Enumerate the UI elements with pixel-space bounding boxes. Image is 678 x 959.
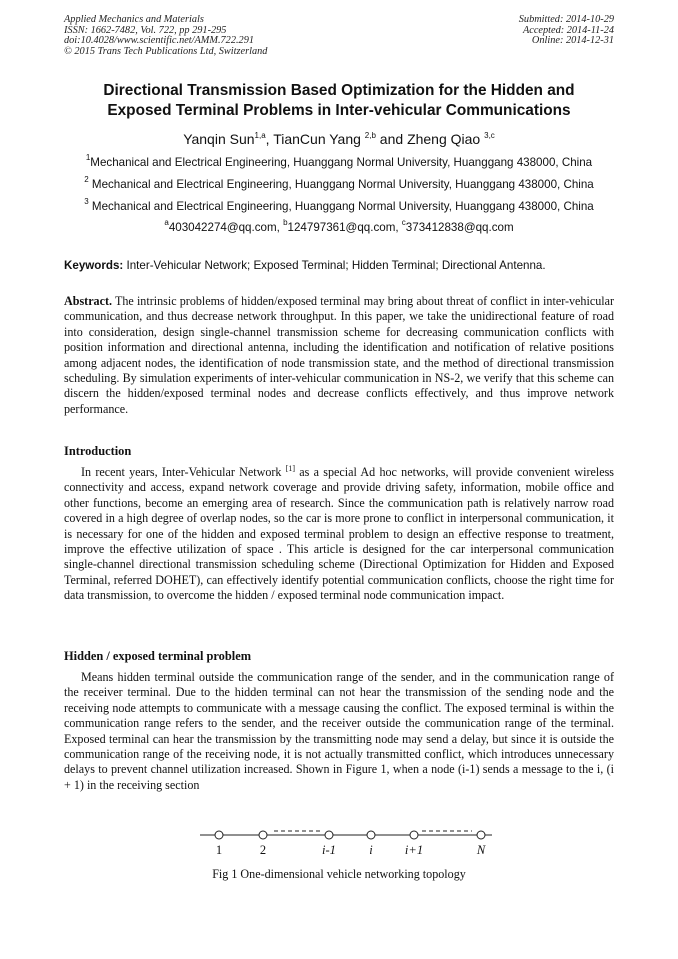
abstract-text: The intrinsic problems of hidden/exposed terminal may bring about threat of conflict in inter-vehicular communication, and thus decrease network throughput. In this paper, we take the unidirectional feature of road into consideration, design single-channel transmission scheme for decreasing communication conflicts with position information and directional antenna, including the identification and notification of relative positions among adjacent nodes, the identification of node transmission state, and the method of directional transmission scheduling. By simulation experiments of inter-vehicular communication in NS-2, we verify that this scheme can discern the hidden/exposed terminal nodes and decrease conflicts effectively, and thus improve network performance. (64, 294, 614, 416)
submitted-date: Submitted: 2014-10-29 (518, 14, 614, 25)
author-sup: 1,a (254, 131, 266, 140)
keywords (64, 259, 614, 273)
intro-text-after: as a special Ad hoc networks, will provide convenient wireless connectivity and access, expand network coverage and provide driving safety, information, mobile office and other functions, become an emerging area of research. Since the communication path is relatively narrow road covered in a high degree of overlap nodes, so the car is more prone to conflict in interpersonal communication, it is necessary for one of the hidden and exposed terminal problem to design an effective response to treatment, improve the effective utilization of space . This article is designed for the car interpersonal communication single-channel directional transmission scheduling scheme (Directional Optimization for Hidden and Exposed Terminal, referred DOHET), can effectively identify potential communication conflicts, choose the right time for data transmission, to overcome the hidden / exposed terminal node communication impact. (64, 465, 614, 603)
affiliation-3 (64, 197, 614, 214)
online-date: Online: 2014-12-31 (531, 35, 614, 47)
author-list (64, 130, 614, 148)
title-line-2: Exposed Terminal Problems in Inter-vehicular Communications (107, 101, 571, 119)
hidden-exposed-heading: Hidden / exposed terminal problem (64, 649, 252, 663)
abstract (64, 294, 614, 417)
title-line-1: Directional Transmission Based Optimization for the Hidden and (103, 82, 575, 99)
node-label: 1 (215, 843, 223, 857)
node-label: i (369, 843, 373, 857)
affiliation-text: Mechanical and Electrical Engineering, Huanggang Normal University, Huanggang 438000, China (90, 156, 593, 169)
citation-ref[interactable]: [1] (285, 464, 296, 473)
email-text[interactable]: 373412838@qq.com (405, 221, 514, 234)
affiliation-sup: 2 (84, 175, 89, 184)
hidden-exposed-paragraph: Means hidden terminal outside the communication range of the sender, and in the communication range of the receiver terminal. Due to the hidden terminal can not hear the transmission of the sending node and the receiving node attempts to communicate with a message causing the conflict. The exposed terminal is within the communication range refers to the sender, and the receiver outside the communication range of the terminal. Exposed terminal can hear the transmission by the transmitting node may send a delay, but since it is outside the communication range of the receiving node, it is not actually transmitted conflict, which introduces unnecessary delays to prevent channel utilization increased. Shown in Figure 1, when a node (i-1) sends a message to the i, (i + 1) in the receiving section (64, 670, 614, 792)
author-name: Yanqin Sun (183, 131, 255, 147)
author-emails (64, 218, 614, 235)
author-separator: and (375, 131, 408, 147)
keywords-text: Inter-Vehicular Network; Exposed Terminal; Hidden Terminal; Directional Antenna. (123, 259, 546, 272)
author-sup: 3,c (484, 131, 495, 140)
email-sup: b (283, 218, 288, 227)
accepted-date: Accepted: 2014-11-24 (522, 24, 614, 36)
node-circle (215, 831, 223, 839)
email-sup: c (401, 218, 406, 227)
author-separator: , (265, 131, 274, 147)
intro-text-before: In recent years, Inter-Vehicular Network (81, 465, 286, 479)
topology-figure (190, 822, 510, 862)
journal-info (64, 15, 267, 57)
node-label: N (476, 843, 486, 857)
affiliation-text: Mechanical and Electrical Engineering, Huanggang Normal University, Huanggang 438000, China (88, 178, 594, 191)
node-circle (477, 831, 485, 839)
email-text[interactable]: 403042274@qq.com, (168, 221, 284, 234)
node-label: i-1 (322, 843, 336, 857)
email-sup: a (164, 218, 169, 227)
node-circle (325, 831, 333, 839)
author-name: Zheng Qiao (407, 131, 485, 147)
affiliation-sup: 1 (85, 153, 91, 162)
affiliation-2 (64, 175, 614, 192)
issn-line: ISSN: 1662-7482, Vol. 722, pp 291-295 (64, 24, 227, 36)
copyright-line: © 2015 Trans Tech Publications Ltd, Switzerland (64, 45, 268, 57)
affiliation-text: Mechanical and Electrical Engineering, Huanggang Normal University, Huanggang 438000, China (88, 200, 594, 213)
submission-dates (519, 15, 614, 47)
node-label: i+1 (404, 843, 424, 857)
journal-name: Applied Mechanics and Materials (64, 14, 204, 25)
author-name: TianCun Yang (273, 131, 365, 147)
email-text[interactable]: 124797361@qq.com, (287, 221, 402, 234)
author-sup: 2,b (364, 131, 376, 140)
affiliation-1 (64, 153, 614, 170)
node-label: 2 (259, 843, 267, 857)
doi-line[interactable]: doi:10.4028/www.scientific.net/AMM.722.291 (64, 35, 254, 47)
abstract-label: Abstract. (64, 294, 113, 308)
node-circle (367, 831, 375, 839)
node-circle (410, 831, 418, 839)
affiliation-sup: 3 (84, 197, 89, 206)
node-circle (259, 831, 267, 839)
paper-title (64, 81, 614, 120)
introduction-heading: Introduction (64, 444, 132, 458)
introduction-paragraph (64, 465, 614, 604)
keywords-label: Keywords: (64, 259, 124, 272)
figure-caption: Fig 1 One-dimensional vehicle networking topology (212, 867, 466, 881)
